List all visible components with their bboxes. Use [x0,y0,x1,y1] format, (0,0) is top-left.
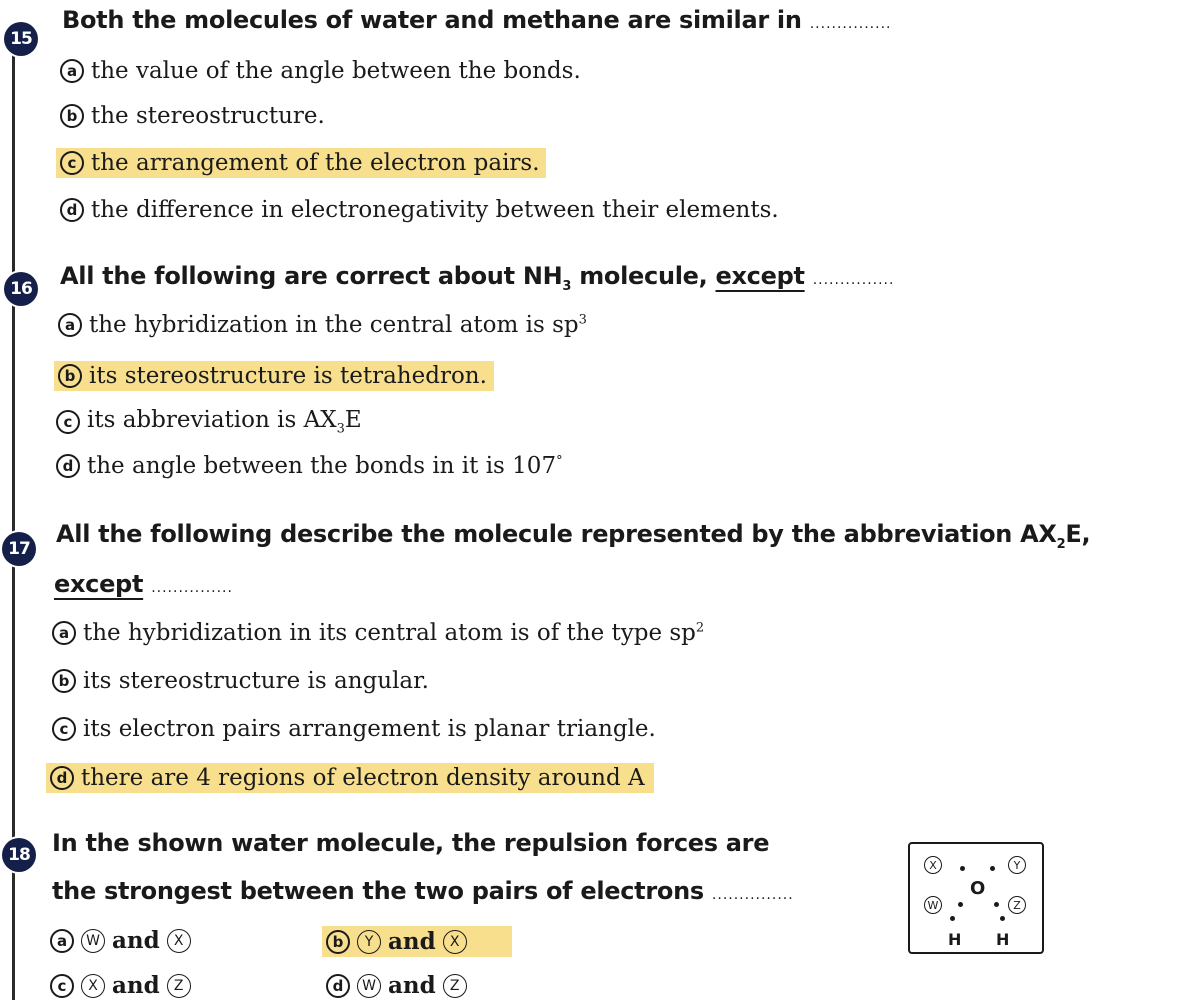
option-letter-badge: c [56,410,80,434]
question-16-stem [60,262,894,294]
electron-dot [958,902,963,907]
option-letter-badge: c [60,151,84,175]
electron-dot [1000,916,1005,921]
option-text-main: the hybridization in the central atom is sp [89,312,579,338]
question-15-stem [62,6,891,34]
answer-blank: ............... [151,580,233,596]
option-text-main: its abbreviation is AX [87,407,337,433]
option-text-tail: E [344,407,362,433]
q17-option-d-highlighted[interactable] [46,763,654,793]
option-letter-badge: c [50,974,74,998]
superscript: ° [556,453,563,469]
q18-option-c[interactable] [50,972,191,999]
option-letter-badge: d [56,454,80,478]
electron-dot [950,916,955,921]
option-letter-badge: b [52,669,76,693]
question-17-stem-tail: E, [1065,520,1091,548]
pair-x-label: X [924,856,942,874]
option-letter-badge: b [60,104,84,128]
q16-option-a[interactable] [58,312,587,338]
pair-z-label: Z [1008,896,1026,914]
question-15-number-badge [4,22,38,56]
option-text [87,407,362,437]
electron-pair-label: Z [167,974,191,998]
option-conjunction: and [112,972,160,999]
question-18-stem-text: In the shown water molecule, the repulsion forces are [52,829,770,857]
option-text [87,453,563,479]
option-text [89,312,587,338]
option-text [83,620,704,646]
option-letter-badge: c [52,717,76,741]
option-conjunction: and [388,928,436,955]
q15-option-a[interactable] [60,58,581,84]
question-16-stem-text: All the following are correct about NH [60,262,563,290]
option-text: its electron pairs arrangement is planar triangle. [83,716,656,742]
option-letter-badge: a [58,313,82,337]
q16-option-d[interactable] [56,453,563,479]
question-16-stem-text: molecule, [571,262,716,290]
question-18-stem-line2 [52,877,794,905]
option-conjunction: and [388,972,436,999]
option-text: there are 4 regions of electron density around A [81,765,645,791]
q17-option-c[interactable] [52,716,656,742]
option-conjunction: and [112,927,160,954]
option-text: the value of the angle between the bonds. [91,58,581,84]
pair-y-label: Y [1008,856,1026,874]
q16-option-c[interactable] [56,407,362,437]
superscript: 3 [578,312,587,328]
q18-option-d[interactable] [326,972,467,999]
option-letter-badge: b [58,364,82,388]
q16-option-b-highlighted[interactable] [54,361,494,391]
subscript: 3 [336,421,345,437]
option-letter-badge: a [52,621,76,645]
question-18-stem-text: the strongest between the two pairs of electrons [52,877,704,905]
electron-dot [960,866,965,871]
option-text: the difference in electronegativity between their elements. [91,197,779,223]
question-17-stem-line2 [54,570,233,598]
electron-pair-label: X [443,930,467,954]
q17-option-a[interactable] [52,620,704,646]
question-17-number: 17 [8,539,30,559]
answer-blank: ............... [812,272,895,288]
question-15-number: 15 [10,29,32,49]
subscript: 2 [1056,536,1066,552]
except-keyword: except [54,570,144,598]
question-17-number-badge [2,532,36,566]
electron-pair-label: W [357,974,381,998]
question-18-stem-line1 [52,829,769,857]
option-text: the stereostructure. [91,103,325,129]
q15-option-b[interactable] [60,103,325,129]
option-letter-badge: d [326,974,350,998]
q17-option-b[interactable] [52,668,429,694]
question-17-stem [56,520,1090,552]
option-letter-badge: d [50,766,74,790]
answer-blank: ............... [809,16,892,32]
question-18-number-badge [2,838,36,872]
q15-option-d[interactable] [60,197,779,223]
electron-pair-label: W [81,929,105,953]
subscript: 3 [562,278,572,294]
pair-w-label: W [924,896,942,914]
electron-pair-label: Z [443,974,467,998]
question-15-stem-text: Both the molecules of water and methane are similar in [62,6,802,34]
option-letter-badge: b [326,930,350,954]
option-letter-badge: a [60,59,84,83]
electron-pair-label: X [81,974,105,998]
hydrogen-atom: H [996,930,1010,949]
option-text-main: the angle between the bonds in it is 107 [87,453,557,479]
option-letter-badge: a [50,929,74,953]
electron-pair-label: X [167,929,191,953]
hydrogen-atom: H [948,930,962,949]
oxygen-atom: O [970,878,986,899]
question-16-number-badge [4,272,38,306]
answer-blank: ............... [711,887,794,903]
electron-dot [994,902,999,907]
option-text-main: the hybridization in its central atom is of the type sp [83,620,696,646]
option-text: the arrangement of the electron pairs. [91,150,540,176]
option-text: its stereostructure is tetrahedron. [89,363,487,389]
electron-dot [990,866,995,871]
option-text: its stereostructure is angular. [83,668,429,694]
electron-pair-label: Y [357,930,381,954]
q15-option-c-highlighted[interactable] [56,148,546,178]
except-keyword: except [715,262,805,290]
q18-option-a[interactable] [50,927,191,954]
superscript: 2 [695,620,705,636]
water-molecule-diagram [908,842,1044,954]
question-18-number: 18 [8,845,30,865]
question-17-stem-text: All the following describe the molecule represented by the abbreviation AX [56,520,1057,548]
q18-option-b-highlighted[interactable] [322,926,512,957]
question-16-number: 16 [10,279,32,299]
option-letter-badge: d [60,198,84,222]
